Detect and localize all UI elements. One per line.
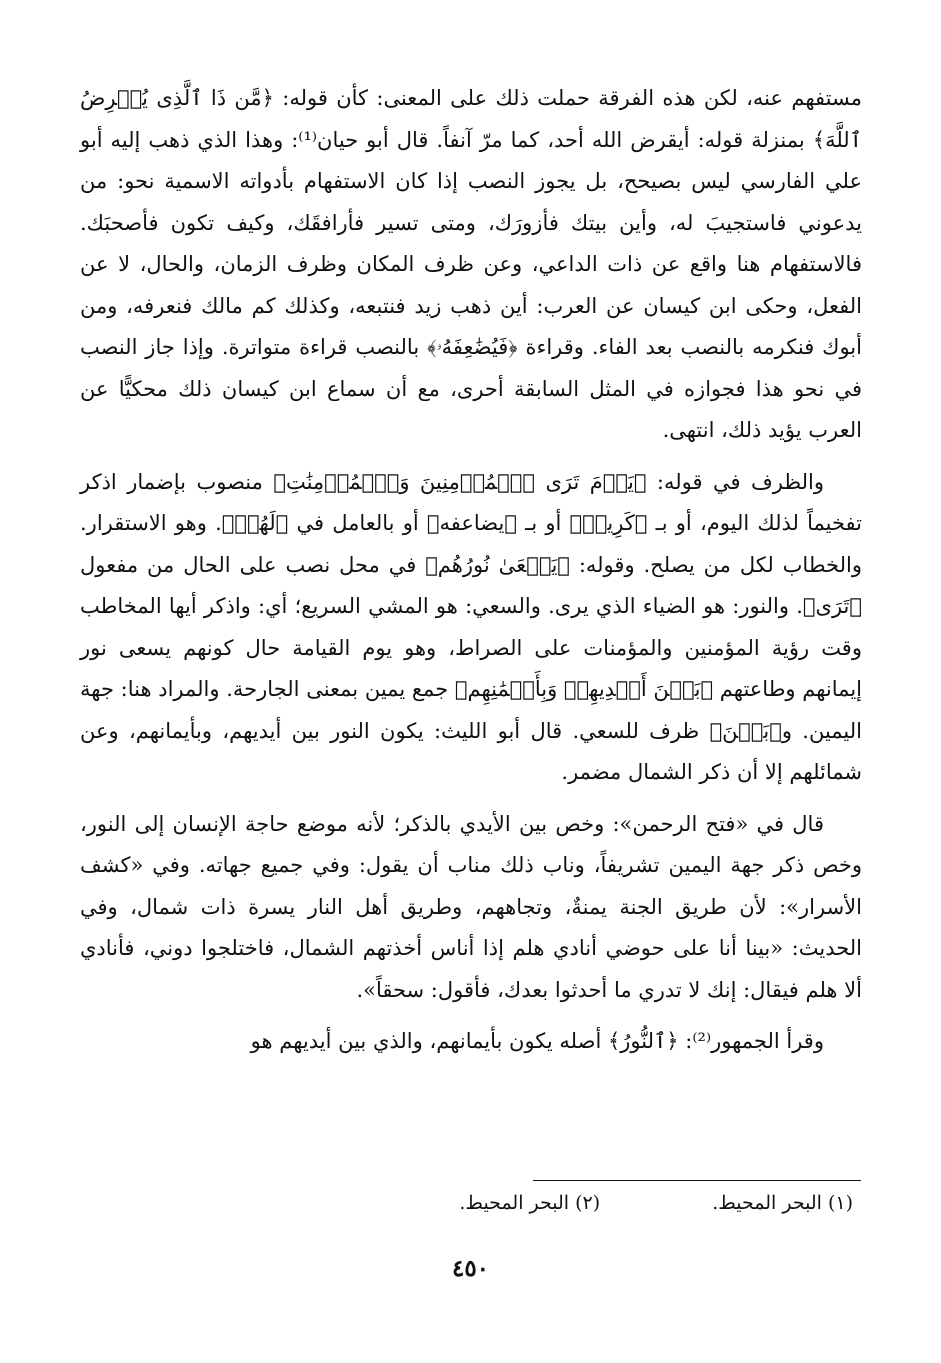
footnotes — [459, 1192, 853, 1214]
paragraph-4: وقرأ الجمهور⁽²⁾: ﴿ٱلنُّورُ﴾ أصله يكون بأيمانهم، والذي بين أيديهم هو — [250, 1029, 824, 1053]
paragraph-1: مستفهم عنه، لكن هذه الفرقة حملت ذلك على المعنى: كأن قوله: ﴿مَّن ذَا ٱلَّذِى يُقۡرِضُ ٱللَّهَ﴾ بمنزلة قوله: أيقرض الله أحد، كما مرّ آنفاً. قال أبو حيان⁽¹⁾: وهذا الذي ذهب إليه أبو علي الفارسي ليس بصيحح، بل يجوز النصب إذا كان الاستفهام بأدواته الاسمية نحو: من يدعوني فاستجيبَ له، وأين بيتك فأزورَك، ومتى تسير فأرافقَك، وكيف تكون فأصحبَك. فالاستفهام هنا واقع عن ذات الداعي، وعن ظرف المكان وظرف الزمان، والحال، لا عن الفعل، وحكى ابن كيسان عن العرب: أين ذهب زيد فنتبعه، وكذلك كم مالك فنعرفه، ومن أبوك فنكرمه بالنصب بعد الفاء. وقراءة ﴿فَيُضَٰعِفَهُۥ﴾ بالنصب قراءة متواترة. وإذا جاز النصب في نحو هذا فجوازه في المثل السابقة أحرى، مع أن سماع ابن كيسان ذلك محكيًّا عن العرب يؤيد ذلك، انتهى. — [80, 86, 863, 442]
paragraph-2: والظرف في قوله: ﴿يَوۡمَ تَرَى ٱلۡمُؤۡمِنِينَ وَٱلۡمُؤۡمِنَٰتِ﴾ منصوب بإضمار اذكر تفخيماً لذلك اليوم، أو بـ ﴿كَرِيمٞ﴾ أو بـ ﴿يضاعفه﴾ أو بالعامل في ﴿لَهُمۡ﴾. وهو الاستقرار. والخطاب لكل من يصلح. وقوله: ﴿يَسۡعَىٰ نُورُهُم﴾ في محل نصب على الحال من مفعول ﴿تَرَى﴾. والنور: هو الضياء الذي يرى. والسعي: هو المشي السريع؛ أي: واذكر أيها المخاطب وقت رؤية المؤمنين والمؤمنات على الصراط، وهو يوم القيامة حال كونهم يسعى نور إيمانهم وطاعتهم ﴿بَيۡنَ أَيۡدِيهِمۡ وَبِأَيۡمَٰنِهِم﴾ جمع يمين بمعنى الجارحة. والمراد هنا: جهة اليمين. و﴿بَيۡنَ﴾ ظرف للسعي. قال أبو الليث: يكون النور بين أيديهم، وبأيمانهم، وعن شمائلهم إلا أن ذكر الشمال مضمر. — [80, 469, 862, 784]
footnote-1: (١) البحر المحيط. — [712, 1192, 853, 1214]
paragraph-3: قال في «فتح الرحمن»: وخص بين الأيدي بالذكر؛ لأنه موضع حاجة الإنسان إلى النور، وخص ذكر جهة اليمين تشريفاً، وناب ذلك مناب أن يقول: وفي جميع جهاته. وفي «كشف الأسرار»: لأن طريق الجنة يمنةٌ، وتجاههم، وطريق أهل النار يسرة ذات شمال، وفي الحديث: «بينا أنا على حوضي أنادي هلم إذا أناس أخذتهم الشمال، فاختلجوا دوني، فأنادي ألا هلم فيقال: إنك لا تدري ما أحدثوا بعدك، فأقول: سحقاً». — [80, 811, 862, 1002]
footnote-2: (٢) البحر المحيط. — [459, 1192, 601, 1214]
main-text — [80, 78, 862, 1063]
footnote-divider — [533, 1180, 861, 1181]
page-number: ٤٥٠ — [451, 1255, 490, 1282]
